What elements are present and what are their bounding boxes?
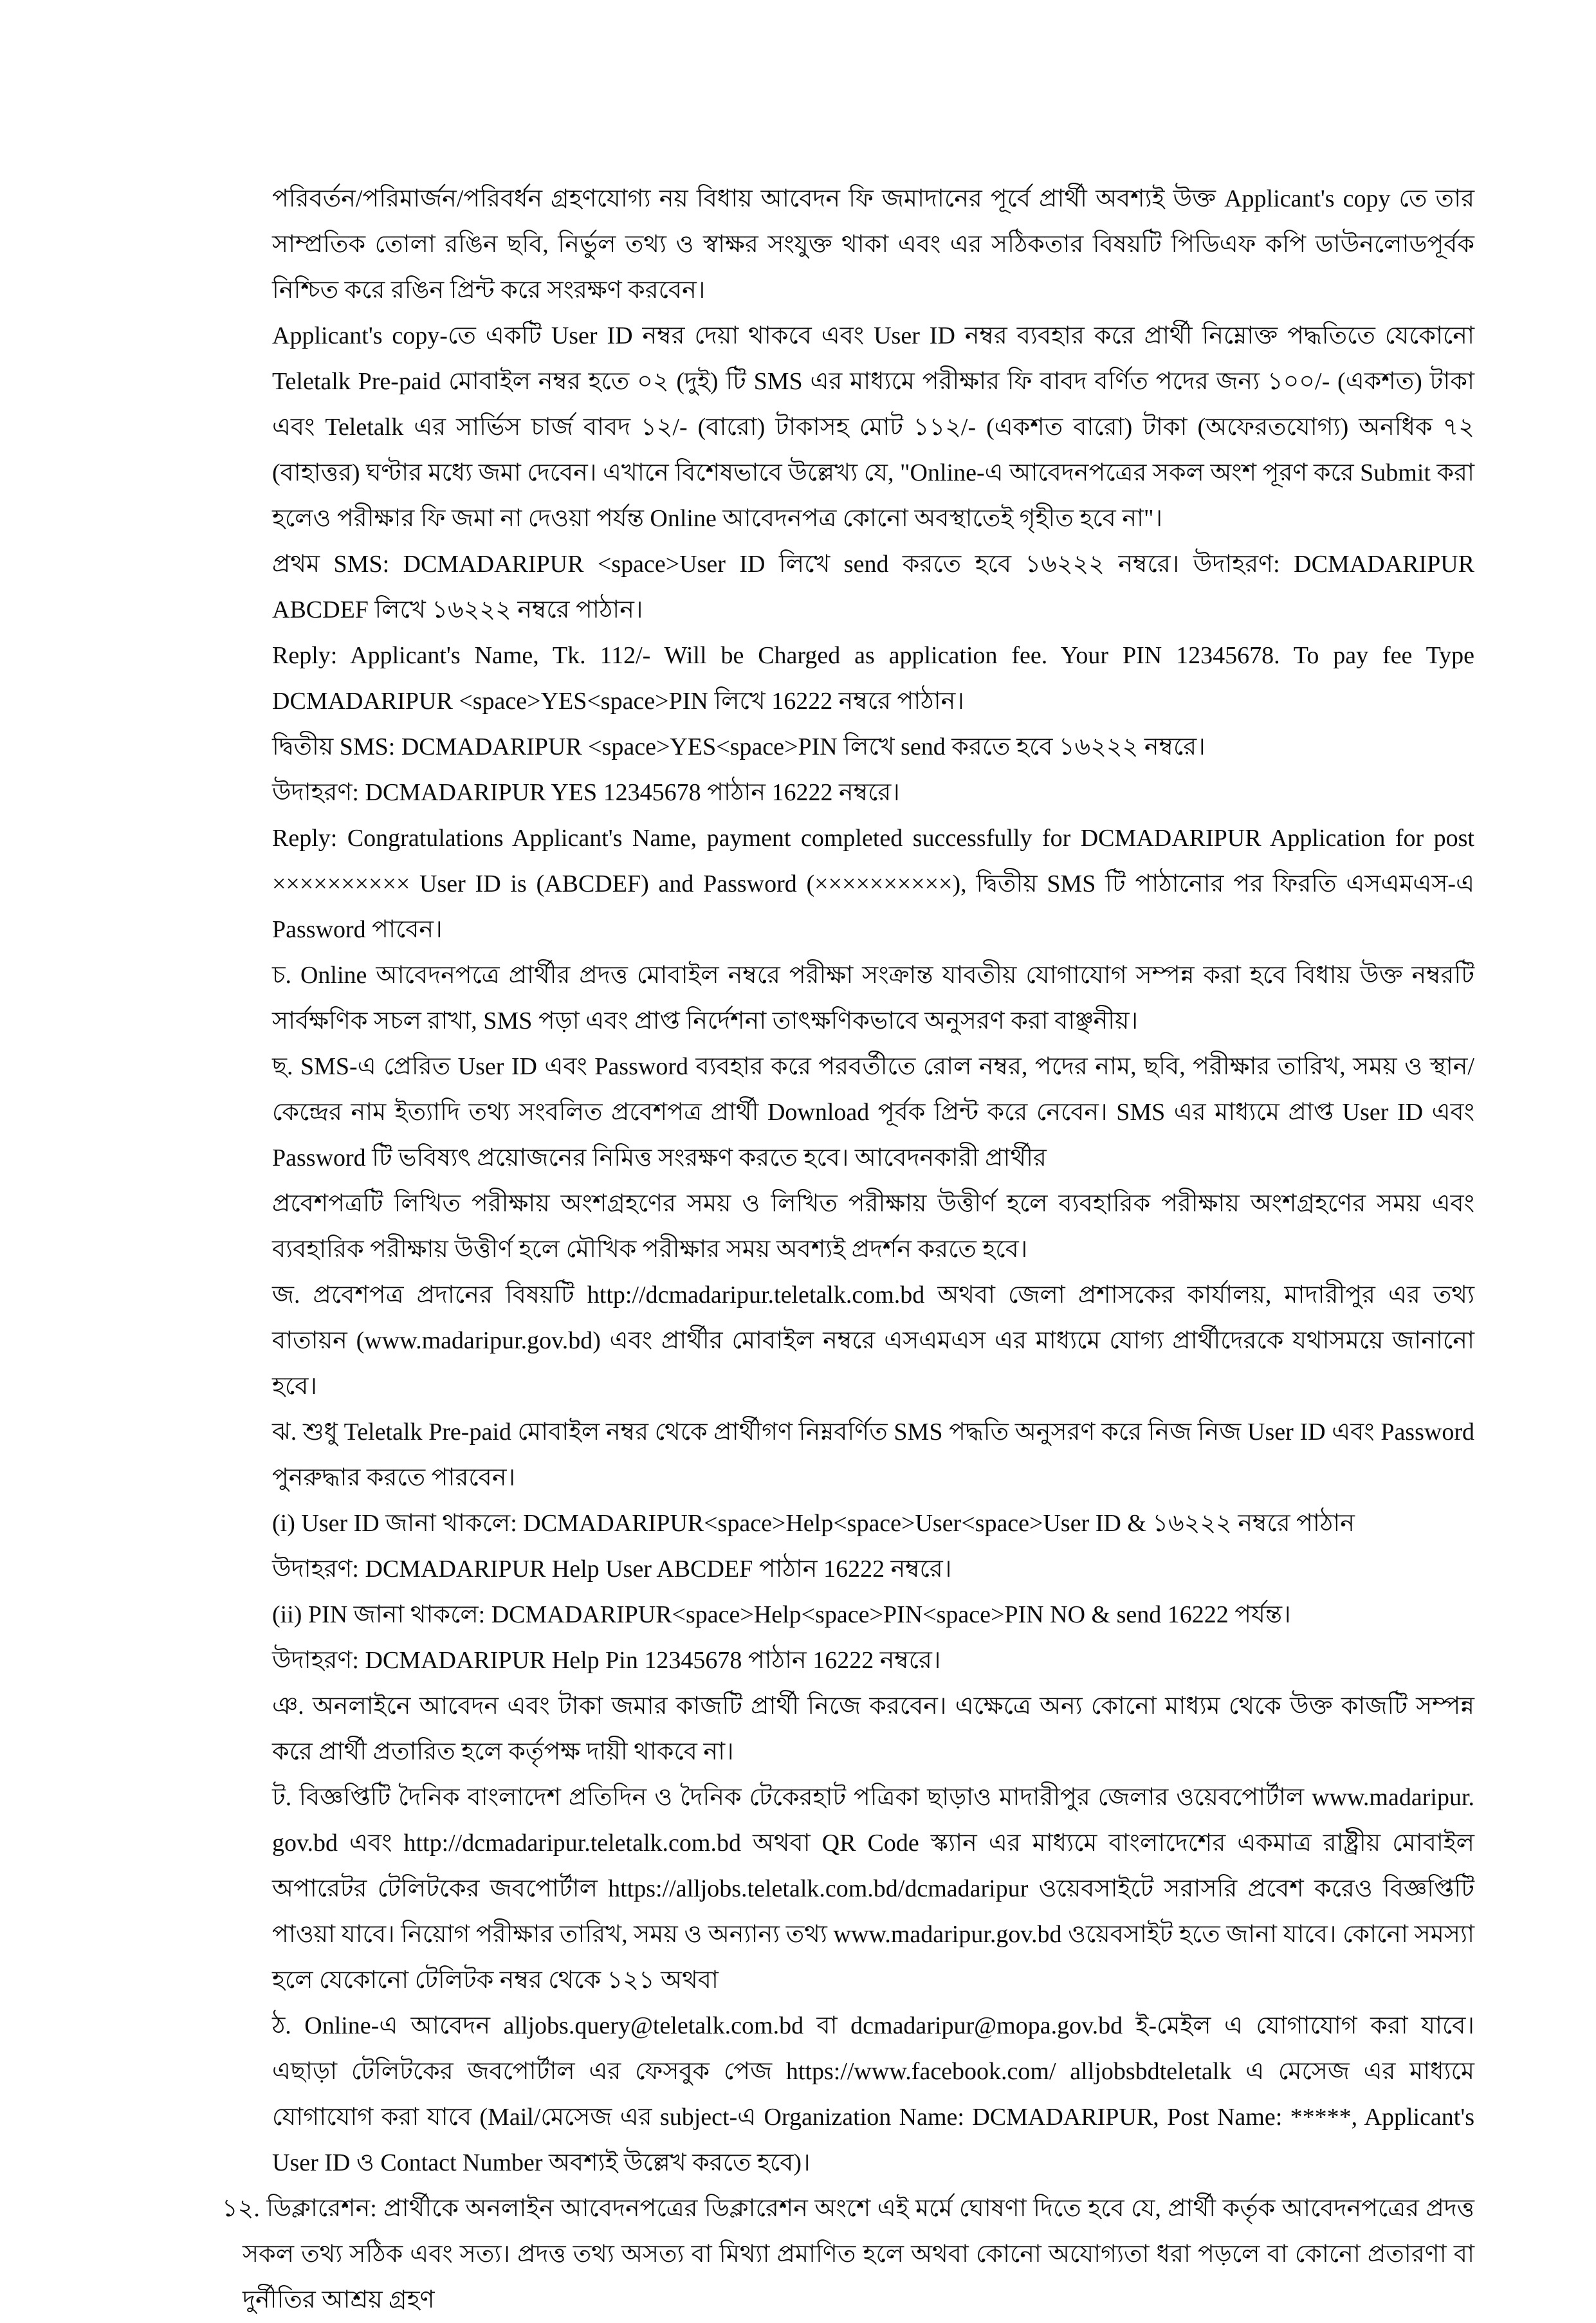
paragraph-second-sms-reply: Reply: Congratulations Applicant's Name, payment completed successfully for DCMADARIPUR Application for post ×××××××××× User ID is (ABCDEF) and Password (××××××××××), দ্বিতীয় SMS টি পাঠানোর পর ফিরতি এসএমএস-এ Password পাবেন। — [272, 825, 1474, 943]
paragraph-fee-precaution: পরিবর্তন/পরিমার্জন/পরিবর্ধন গ্রহণযোগ্য নয় বিধায় আবেদন ফি জমাদানের পূর্বে প্রার্থী অবশ্যই উক্ত Applicant's copy তে তার সাম্প্রতিক তোলা রঙিন ছবি, নির্ভুল তথ্য ও স্বাক্ষর সংযুক্ত থাকা এবং এর সঠিকতার বিষয়টি পিডিএফ কপি ডাউনলোডপূর্বক নিশ্চিত করে রঙিন প্রিন্ট করে সংরক্ষণ করবেন। — [272, 185, 1474, 304]
paragraph-second-sms: দ্বিতীয় SMS: DCMADARIPUR <space>YES<space>PIN লিখে send করতে হবে ১৬২২২ নম্বরে। — [272, 733, 1206, 760]
paragraph-item-tha: ঠ. Online-এ আবেদন alljobs.query@teletalk.com.bd বা dcmadaripur@mopa.gov.bd ই-মেইল এ যোগাযোগ করা যাবে। এছাড়া টেলিটকের জবপোর্টাল এর ফেসবুক পেজ https://www.facebook.com/ alljobsbdteletalk এ মেসেজ এর মাধ্যমে যোগাযোগ করা যাবে (Mail/মেসেজ এর subject-এ Organization Name: DCMADARIPUR, Post Name: *****, Applicant's User ID ও Contact Number অবশ্যই উল্লেখ করতে হবে)। — [272, 2012, 1474, 2176]
paragraph-recover-pin: (ii) PIN জানা থাকলে: DCMADARIPUR<space>Help<space>PIN<space>PIN NO & send 16222 পর্যন্ত। — [272, 1601, 1291, 1628]
paragraph-item-chha: ছ. SMS-এ প্রেরিত User ID এবং Password ব্যবহার করে পরবর্তীতে রোল নম্বর, পদের নাম, ছবি, পরীক্ষার তারিখ, সময় ও স্থান/কেন্দ্রের নাম ইত্যাদি তথ্য সংবলিত প্রবেশপত্র প্রার্থী Download পূর্বক প্রিন্ট করে নেবেন। SMS এর মাধ্যমে প্রাপ্ত User ID এবং Password টি ভবিষ্যৎ প্রয়োজনের নিমিত্ত সংরক্ষণ করতে হবে। আবেদনকারী প্রার্থীর — [272, 1053, 1474, 1171]
paragraph-first-sms-reply: Reply: Applicant's Name, Tk. 112/- Will be Charged as application fee. Your PIN 12345678. To pay fee Type DCMADARIPUR <space>YES<space>PIN লিখে 16222 নম্বরে পাঠান। — [272, 642, 1474, 715]
paragraph-second-sms-example: উদাহরণ: DCMADARIPUR YES 12345678 পাঠান 16222 নম্বরে। — [272, 779, 900, 806]
paragraph-item-chha-cont: প্রবেশপত্রটি লিখিত পরীক্ষায় অংশগ্রহণের সময় ও লিখিত পরীক্ষায় উত্তীর্ণ হলে ব্যবহারিক পরীক্ষায় অংশগ্রহণের সময় এবং ব্যবহারিক পরীক্ষায় উত্তীর্ণ হলে মৌখিক পরীক্ষার সময় অবশ্যই প্রদর্শন করতে হবে। — [272, 1190, 1474, 1263]
paragraph-applicants-copy: Applicant's copy-তে একটি User ID নম্বর দেয়া থাকবে এবং User ID নম্বর ব্যবহার করে প্রার্থী নিম্নোক্ত পদ্ধতিতে যেকোনো Teletalk Pre-paid মোবাইল নম্বর হতে ০২ (দুই) টি SMS এর মাধ্যমে পরীক্ষার ফি বাবদ বর্ণিত পদের জন্য ১০০/- (একশত) টাকা এবং Teletalk এর সার্ভিস চার্জ বাবদ ১২/- (বারো) টাকাসহ মোট ১১২/- (একশত বারো) টাকা (অফেরতযোগ্য) অনধিক ৭২ (বাহাত্তর) ঘণ্টার মধ্যে জমা দেবেন। এখানে বিশেষভাবে উল্লেখ্য যে, "Online-এ আবেদনপত্রের সকল অংশ পূরণ করে Submit করা হলেও পরীক্ষার ফি জমা না দেওয়া পর্যন্ত Online আবেদনপত্র কোনো অবস্থাতেই গৃহীত হবে না"। — [272, 322, 1474, 532]
paragraph-item-12-declaration: ১২. ডিক্লারেশন: প্রার্থীকে অনলাইন আবেদনপত্রের ডিক্লারেশন অংশে এই মর্মে ঘোষণা দিতে হবে যে, প্রার্থী কর্তৃক আবেদনপত্রের প্রদত্ত সকল তথ্য সঠিক এবং সত্য। প্রদত্ত তথ্য অসত্য বা মিথ্যা প্রমাণিত হলে অথবা কোনো অযোগ্যতা ধরা পড়লে বা কোনো প্রতারণা বা দুর্নীতির আশ্রয় গ্রহণ — [222, 2195, 1474, 2313]
paragraph-recover-userid: (i) User ID জানা থাকলে: DCMADARIPUR<space>Help<space>User<space>User ID & ১৬২২২ নম্বরে পাঠান — [272, 1510, 1355, 1537]
paragraph-item-cha: চ. Online আবেদনপত্রে প্রার্থীর প্রদত্ত মোবাইল নম্বরে পরীক্ষা সংক্রান্ত যাবতীয় যোগাযোগ সম্পন্ন করা হবে বিধায় উক্ত নম্বরটি সার্বক্ষণিক সচল রাখা, SMS পড়া এবং প্রাপ্ত নির্দেশনা তাৎক্ষণিকভাবে অনুসরণ করা বাঞ্ছনীয়। — [272, 962, 1474, 1034]
paragraph-item-nya: ঞ. অনলাইনে আবেদন এবং টাকা জমার কাজটি প্রার্থী নিজে করবেন। এক্ষেত্রে অন্য কোনো মাধ্যম থেকে উক্ত কাজটি সম্পন্ন করে প্রার্থী প্রতারিত হলে কর্তৃপক্ষ দায়ী থাকবে না। — [272, 1693, 1474, 1765]
paragraph-recover-pin-example: উদাহরণ: DCMADARIPUR Help Pin 12345678 পাঠান 16222 নম্বরে। — [272, 1647, 941, 1674]
paragraph-first-sms: প্রথম SMS: DCMADARIPUR <space>User ID লিখে send করতে হবে ১৬২২২ নম্বরে। উদাহরণ: DCMADARIPUR ABCDEF লিখে ১৬২২২ নম্বরে পাঠান। — [272, 551, 1474, 623]
paragraph-item-ja: জ. প্রবেশপত্র প্রদানের বিষয়টি http://dcmadaripur.teletalk.com.bd অথবা জেলা প্রশাসকের কার্যালয়, মাদারীপুর এর তথ্য বাতায়ন (www.madaripur.gov.bd) এবং প্রার্থীর মোবাইল নম্বরে এসএমএস এর মাধ্যমে যোগ্য প্রার্থীদেরকে যথাসময়ে জানানো হবে। — [272, 1281, 1474, 1400]
paragraph-recover-userid-example: উদাহরণ: DCMADARIPUR Help User ABCDEF পাঠান 16222 নম্বরে। — [272, 1556, 952, 1583]
paragraph-item-ta: ট. বিজ্ঞপ্তিটি দৈনিক বাংলাদেশ প্রতিদিন ও দৈনিক টেকেরহাট পত্রিকা ছাড়াও মাদারীপুর জেলার ওয়েবপোর্টাল www.madaripur. gov.bd এবং http://dcmadaripur.teletalk.com.bd অথবা QR Code স্ক্যান এর মাধ্যমে বাংলাদেশের একমাত্র রাষ্ট্রীয় মোবাইল অপারেটর টেলিটকের জবপোর্টাল https://alljobs.teletalk.com.bd/dcmadaripur ওয়েবসাইটে সরাসরি প্রবেশ করেও বিজ্ঞপ্তিটি পাওয়া যাবে। নিয়োগ পরীক্ষার তারিখ, সময় ও অন্যান্য তথ্য www.madaripur.gov.bd ওয়েবসাইট হতে জানা যাবে। কোনো সমস্যা হলে যেকোনো টেলিটক নম্বর থেকে ১২১ অথবা — [272, 1784, 1474, 1994]
paragraph-item-jha: ঝ. শুধু Teletalk Pre-paid মোবাইল নম্বর থেকে প্রার্থীগণ নিম্নবর্ণিত SMS পদ্ধতি অনুসরণ করে নিজ নিজ User ID এবং Password পুনরুদ্ধার করতে পারবেন। — [272, 1419, 1474, 1491]
